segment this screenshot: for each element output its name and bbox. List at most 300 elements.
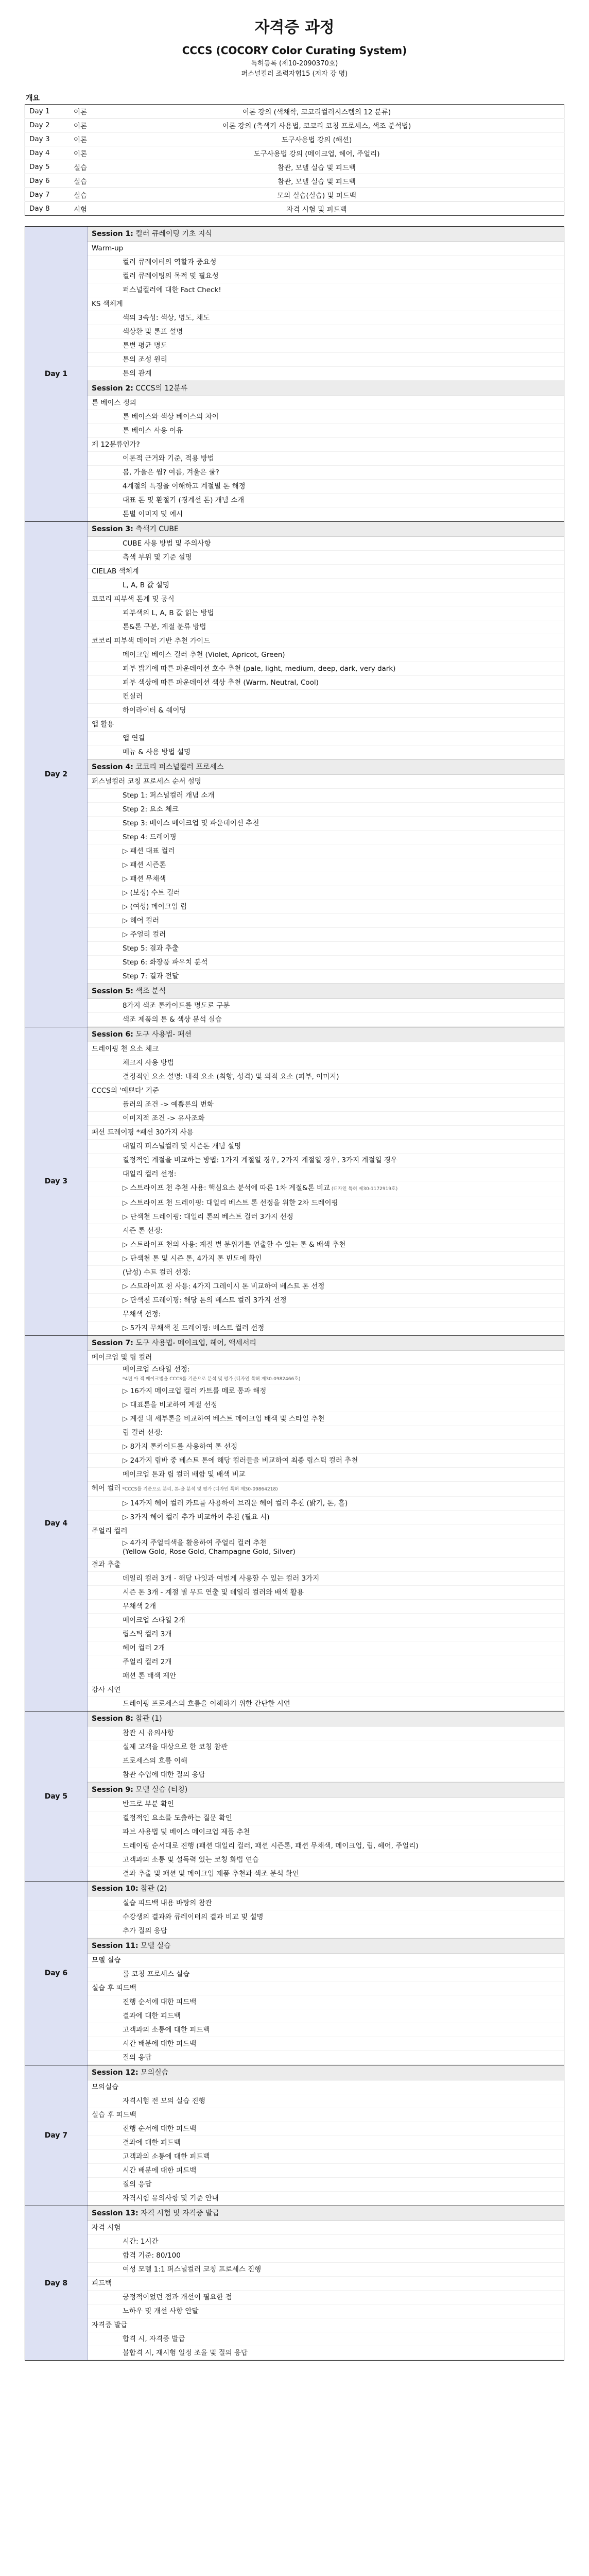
overview-title: 이론 강의 (색채학, 코코리컬러시스템의 12 분류) — [155, 105, 478, 118]
topic-line — [88, 1558, 564, 1572]
detail-line — [88, 2178, 564, 2192]
session-header — [88, 1336, 564, 1351]
detail-line — [88, 2249, 564, 2263]
detail-line — [88, 2051, 564, 2065]
line-text: 대일리 퍼스널컬러 및 시즌톤 개념 설명 — [123, 1142, 241, 1150]
detail-line — [88, 2122, 564, 2136]
session-number: Session 9: — [92, 1786, 133, 1794]
line-text: 톤 베이스 정의 — [92, 399, 136, 407]
line-text: CIELAB 색체계 — [92, 567, 139, 575]
topic-line — [88, 2318, 564, 2332]
detail-line — [88, 2192, 564, 2206]
line-text: 메이크업 스타일 2개 — [123, 1616, 185, 1624]
overview-table — [25, 104, 564, 216]
detail-line — [88, 283, 564, 297]
line-text: 결정적인 요소 설명: 내적 요소 (최향, 성격) 및 외적 요소 (피부, 이미지) — [123, 1073, 339, 1081]
detail-line — [88, 676, 564, 690]
overview-row — [25, 146, 564, 160]
day-block — [25, 1882, 564, 2065]
line-text: 대표 톤 및 환절기 (경계선 톤) 개념 소개 — [123, 496, 245, 504]
session-title: 컬러 큐레이팅 기초 지식 — [135, 230, 212, 238]
overview-spacer — [478, 160, 564, 174]
detail-line — [88, 1238, 564, 1252]
line-text: Step 7: 결과 전달 — [123, 972, 179, 980]
topic-line — [88, 2277, 564, 2291]
detail-line — [88, 1768, 564, 1782]
detail-line — [88, 872, 564, 886]
topic-line — [88, 634, 564, 648]
line-text: KS 색체계 — [92, 300, 123, 308]
line-text: ▷ 8가지 톤카이드를 사용하여 톤 선정 — [123, 1443, 238, 1451]
session-header — [88, 1711, 564, 1726]
line-text: 고객과의 소통에 대한 피드백 — [123, 2026, 210, 2034]
detail-line — [88, 1697, 564, 1711]
detail-line — [88, 353, 564, 367]
detail-line — [88, 1798, 564, 1811]
line-text: 메이크업 스타일 선정: — [123, 1365, 190, 1374]
line-text: 드레이핑 천 요소 체크 — [92, 1045, 159, 1053]
session-number: Session 10: — [92, 1885, 138, 1893]
line-text: ▷ 패션 대표 컬러 — [123, 847, 175, 855]
overview-title: 참관, 모델 실습 및 피드백 — [155, 160, 478, 174]
session-number: Session 11: — [92, 1942, 138, 1950]
detail-line — [88, 704, 564, 718]
detail-line — [88, 1910, 564, 1924]
detail-line — [88, 325, 564, 339]
detail-line — [88, 2037, 564, 2051]
line-text: 패션 드레이핑 *패션 30가지 사용 — [92, 1128, 194, 1137]
line-text: ▷ 패션 시즌톤 — [123, 861, 166, 869]
session-title: CCCS의 12분류 — [135, 384, 188, 393]
detail-line — [88, 1839, 564, 1853]
line-text: 여성 모델 1:1 퍼스널컬러 코칭 프로세스 진행 — [123, 2265, 262, 2274]
overview-title: 도구사용법 강의 (해션) — [155, 132, 478, 146]
line-text: 톤의 조성 원리 — [123, 355, 167, 364]
detail-line — [88, 2304, 564, 2318]
line-text: 모의실습 — [92, 2083, 119, 2091]
day-content — [88, 522, 564, 1027]
session-header — [88, 984, 564, 999]
line-text: Step 4: 드레이핑 — [123, 833, 177, 841]
line-text: 드레이핑 순서대로 진행 (패션 대일리 컬러, 패션 시즌톤, 패션 무채색, 메이크업, 립, 헤어, 주얼리) — [123, 1842, 419, 1850]
detail-line — [88, 1252, 564, 1266]
detail-line — [88, 1440, 564, 1454]
day-label: Day 6 — [25, 1882, 88, 2065]
overview-row — [25, 105, 564, 118]
day-content — [88, 1882, 564, 2065]
overview-row — [25, 202, 564, 216]
line-text: 컬러 큐레이팅의 목적 및 필요성 — [123, 272, 219, 280]
detail-line — [88, 732, 564, 745]
topic-line — [88, 2108, 564, 2122]
line-text: 체크지 사용 방법 — [123, 1059, 174, 1067]
detail-line — [88, 2094, 564, 2108]
overview-row — [25, 188, 564, 202]
topic-line — [88, 1351, 564, 1365]
line-text: Step 1: 퍼스널컬러 개념 소개 — [123, 791, 215, 800]
session-title: 참관 (1) — [135, 1715, 162, 1723]
line-text: 결정적인 계절을 비교하는 방법: 1가지 계절일 경우, 2가지 계절일 경우, 3가지 계절일 경우 — [123, 1156, 397, 1164]
overview-row — [25, 118, 564, 132]
overview-day: Day 4 — [25, 146, 70, 160]
line-text: L, A, B 값 설명 — [123, 581, 169, 589]
overview-day: Day 8 — [29, 205, 50, 213]
detail-line — [88, 1181, 564, 1196]
line-text: ▷ 스트라이프 천 사용: 4가지 그레이시 톤 비교하여 베스트 톤 선정 — [123, 1282, 325, 1291]
detail-line — [88, 1754, 564, 1768]
detail-line — [88, 1224, 564, 1238]
line-text: 퍼스널컬러에 대한 Fact Check! — [123, 286, 221, 294]
line-note: (디자인 특허 제30-1172919호) — [330, 1187, 398, 1192]
line-text: 코코리 피부색 데이터 기반 추천 가이드 — [92, 637, 211, 645]
session-header — [88, 2065, 564, 2080]
detail-line — [88, 2150, 564, 2164]
detail-line — [88, 662, 564, 676]
detail-line — [88, 1070, 564, 1084]
line-text: 강사 시연 — [92, 1686, 121, 1694]
detail-line — [88, 256, 564, 269]
overview-title: 도구사용법 강의 (메이크업, 헤어, 주얼리) — [155, 146, 478, 160]
detail-line — [88, 914, 564, 928]
overview-label: 개요 — [26, 94, 40, 103]
detail-line — [88, 452, 564, 466]
line-text: 톤별 이미지 및 예시 — [123, 510, 183, 518]
overview-row — [25, 160, 564, 174]
detail-line — [88, 1628, 564, 1641]
detail-line — [88, 1266, 564, 1280]
detail-line — [88, 1924, 564, 1938]
day-label: Day 2 — [25, 522, 88, 1027]
session-header — [88, 381, 564, 396]
line-text: 색조 제품의 톤 & 색상 분석 실습 — [123, 1015, 222, 1024]
author-line: 퍼스널컬러 조력자협15 (저자 강 명) — [241, 70, 348, 78]
line-text: 톤별 평균 명도 — [123, 342, 167, 350]
line-text: 피부색의 L, A, B 값 읽는 방법 — [123, 609, 214, 617]
detail-line — [88, 2263, 564, 2277]
line-text: 헤어 컬러 — [92, 1484, 121, 1493]
detail-line — [88, 1614, 564, 1628]
topic-line — [88, 438, 564, 452]
session-number: Session 4: — [92, 763, 133, 771]
session-title: 모델 실습 (티칭) — [135, 1786, 188, 1794]
overview-day: Day 6 — [25, 174, 70, 188]
day-label: Day 8 — [25, 2206, 88, 2360]
detail-line — [88, 1726, 564, 1740]
line-text: 무채색 2개 — [123, 1602, 157, 1611]
line-text: 결과에 대한 피드백 — [123, 2139, 181, 2147]
detail-line — [88, 1600, 564, 1614]
detail-line — [88, 970, 564, 984]
line-text: Step 3: 베이스 메이크업 및 파운데이션 추천 — [123, 819, 259, 827]
line-text: 헤어 컬러 2개 — [123, 1644, 165, 1652]
detail-line — [88, 831, 564, 844]
line-text: 참관 수업에 대한 질의 응답 — [123, 1771, 205, 1779]
detail-line — [88, 480, 564, 494]
line-text: 노하우 및 개선 사항 안달 — [123, 2307, 199, 2315]
line-text: ▷ 4가지 주얼리색을 활용하여 주얼리 컬러 추천 — [123, 1539, 267, 1547]
overview-type: 이론 — [70, 132, 155, 146]
overview-spacer — [478, 188, 564, 202]
session-header — [88, 1782, 564, 1798]
topic-line — [88, 718, 564, 732]
line-text: 대일리 컬러 선정: — [123, 1170, 177, 1178]
overview-type: 실습 — [70, 174, 155, 188]
overview-spacer — [478, 132, 564, 146]
session-title: 색조 분석 — [135, 987, 166, 995]
detail-line — [88, 1740, 564, 1754]
session-header — [88, 1938, 564, 1954]
overview-row — [25, 132, 564, 146]
line-text: CUBE 사용 방법 및 주의사항 — [123, 539, 211, 548]
session-header — [88, 522, 564, 537]
detail-line — [88, 620, 564, 634]
overview-type: 이론 — [70, 118, 155, 132]
session-title: 도구 사용법- 패션 — [135, 1030, 192, 1039]
line-text: 질의 응답 — [123, 2180, 152, 2189]
day-label: Day 1 — [25, 227, 88, 521]
session-header — [88, 1027, 564, 1042]
overview-title: 모의 실습(실습) 및 피드백 — [155, 188, 478, 202]
day-label: Day 4 — [25, 1336, 88, 1711]
day-block — [25, 522, 564, 1027]
overview-type: 실습 — [70, 188, 155, 202]
line-text: 실습 피드백 내용 바탕의 참관 — [123, 1899, 212, 1907]
line-text: 시간 배분에 대한 피드백 — [123, 2040, 197, 2048]
curriculum-days — [25, 226, 564, 2361]
detail-line — [88, 2291, 564, 2304]
line-text: 컨실러 — [123, 692, 143, 701]
session-number: Session 13: — [92, 2209, 138, 2217]
overview-title: 이론 강의 (측색기 사용법, 코코리 코칭 프로세스, 색조 분석법) — [155, 118, 478, 132]
session-number: Session 3: — [92, 525, 133, 533]
detail-line — [88, 339, 564, 353]
session-number: Session 2: — [92, 384, 133, 393]
detail-line — [88, 1154, 564, 1167]
line-text: 메뉴 & 사용 방법 설명 — [123, 748, 191, 756]
line-text: 봄, 가을은 웜? 여름, 겨울은 쿨? — [123, 468, 219, 477]
detail-line — [88, 2164, 564, 2178]
session-title: 코코리 퍼스널컬러 프로세스 — [135, 763, 224, 771]
line-text: Step 6: 화장품 파우치 분석 — [123, 958, 208, 967]
line-text: 앱 활용 — [92, 720, 114, 728]
detail-line — [88, 1098, 564, 1112]
detail-line — [88, 579, 564, 592]
topic-line — [88, 2221, 564, 2235]
line-text: 진행 순서에 대한 피드백 — [123, 2125, 197, 2133]
line-text: 고객과의 소통에 대한 피드백 — [123, 2153, 210, 2161]
line-text: 앱 연결 — [123, 734, 145, 742]
session-number: Session 6: — [92, 1030, 133, 1039]
session-header — [88, 2206, 564, 2221]
detail-line — [88, 886, 564, 900]
day-content — [88, 1027, 564, 1335]
session-title: 모델 실습 — [141, 1942, 171, 1950]
line-text: ▷ 스트라이프 천 추천 사용: 핵심요소 분석에 따른 1차 계절&톤 비교 — [123, 1184, 330, 1192]
session-header — [88, 759, 564, 775]
overview-title: 참관, 모델 실습 및 피드백 — [155, 174, 478, 188]
line-text: 실습 후 피드백 — [92, 2111, 136, 2119]
line-text: 시간 배분에 대한 피드백 — [123, 2166, 197, 2175]
line-text: 결과에 대한 피드백 — [123, 2012, 181, 2020]
session-number: Session 1: — [92, 230, 133, 238]
line-text: 롤 코칭 프로세스 실습 — [123, 1970, 190, 1978]
line-text: 무채색 선정: — [123, 1310, 161, 1318]
line-text: ▷ 24가지 립바 중 베스트 톤에 해당 컬러들을 비교하여 최종 립스틱 컬러 추천 — [123, 1456, 358, 1465]
overview-day: Day 3 — [25, 132, 70, 146]
detail-line — [88, 1412, 564, 1426]
line-text: 톤 베이스 사용 이유 — [123, 427, 183, 435]
topic-line — [88, 2080, 564, 2094]
line-text: ▷ 패션 무채색 — [123, 875, 166, 883]
line-text: 톤 베이스와 색상 베이스의 차이 — [123, 413, 219, 421]
topic-line — [88, 1126, 564, 1140]
line-text: 4계절의 특징을 이해하고 계절별 톤 해정 — [123, 482, 246, 490]
detail-line — [88, 606, 564, 620]
line-text: ▷ 주얼리 컬러 — [123, 930, 166, 939]
detail-line — [88, 999, 564, 1013]
line-text: 톤의 관계 — [123, 369, 152, 378]
session-title: 측색기 CUBE — [135, 525, 179, 533]
line-text: 플러의 조건 -> 예쁨론의 변화 — [123, 1100, 214, 1109]
overview-spacer — [478, 146, 564, 160]
day-block — [25, 1027, 564, 1336]
detail-line — [88, 817, 564, 831]
line-text: 컬러 큐레이터의 역할과 중요성 — [123, 258, 217, 266]
line-note: *CCCS를 기준으로 분리, 톤-을 분석 및 평가 (디자인 특허 제30-09864218) — [120, 1487, 278, 1492]
line-text: ▷ 5가지 무채색 천 드레이핑: 베스트 컬러 선정 — [123, 1324, 265, 1332]
topic-line — [88, 1524, 564, 1538]
detail-line — [88, 551, 564, 565]
day-content — [88, 1711, 564, 1881]
detail-line — [88, 2009, 564, 2023]
overview-day: Day 2 — [25, 118, 70, 132]
line-text: 이미지적 조건 -> 유사조화 — [123, 1114, 205, 1123]
detail-line — [88, 803, 564, 817]
overview-spacer — [478, 105, 564, 118]
topic-line — [88, 1042, 564, 1056]
detail-line — [88, 1825, 564, 1839]
line-text: 실제 고객을 대상으로 한 코칭 참관 — [123, 1743, 228, 1751]
page-title: 자격증 과정 — [254, 19, 335, 37]
line-text: ▷ 헤어 컬러 — [123, 917, 160, 925]
detail-line — [88, 537, 564, 551]
day-block — [25, 1336, 564, 1711]
line-text: 자격증 발급 — [92, 2321, 128, 2329]
overview-day: Day 7 — [25, 188, 70, 202]
overview-type: 실습 — [70, 160, 155, 174]
line-text: 피부 색상에 따른 파운데이션 색상 추천 (Warm, Neutral, Cool) — [123, 679, 319, 687]
line-text: 메이크업 톤과 립 컬러 배합 및 배색 비교 — [123, 1470, 246, 1479]
detail-line — [88, 928, 564, 942]
detail-line — [88, 1867, 564, 1881]
line-text-continued: (Yellow Gold, Rose Gold, Champagne Gold, Silver) — [123, 1548, 296, 1556]
detail-line — [88, 1655, 564, 1669]
overview-day: Day 1 — [25, 105, 70, 118]
detail-line — [88, 2332, 564, 2346]
topic-line — [88, 1084, 564, 1098]
line-text: 8가지 색조 톤카이드를 명도로 구분 — [123, 1002, 230, 1010]
line-note: *4편 아 젝 메이크법을 CCCS를 기준으로 분석 및 평가 (디자인 특허 제30-0982466호) — [123, 1377, 301, 1382]
detail-line — [88, 1426, 564, 1440]
line-text: 피부 밝기에 따른 파운데이션 호수 추천 (pale, light, medium, deep, dark, very dark) — [123, 665, 396, 673]
day-block — [25, 2065, 564, 2206]
line-text: ▷ 단색천 톤 및 시즌 톤, 4가지 톤 빈도에 확인 — [123, 1255, 262, 1263]
day-block — [25, 2206, 564, 2360]
detail-line — [88, 1454, 564, 1468]
line-text: Step 2: 요소 체크 — [123, 805, 179, 814]
line-text: 자격 시험 — [92, 2224, 121, 2232]
detail-line — [88, 1896, 564, 1910]
detail-line — [88, 1112, 564, 1126]
session-title: 모의실습 — [141, 2069, 169, 2077]
line-text: 시즌 톤 3개 - 계절 별 무드 연출 및 데일리 컬러와 배색 활용 — [123, 1588, 304, 1597]
line-text: 합격 기준: 80/100 — [123, 2251, 181, 2260]
detail-line — [88, 1995, 564, 2009]
detail-line — [88, 2023, 564, 2037]
session-number: Session 8: — [92, 1715, 133, 1723]
line-text: 고객과의 소통 및 설득력 있는 코칭 화법 연습 — [123, 1856, 259, 1864]
detail-line — [88, 1196, 564, 1210]
detail-line — [88, 507, 564, 521]
detail-line — [88, 1280, 564, 1294]
line-text: ▷ 스트라이프 천의 사용: 계절 별 분위기를 연출할 수 있는 톤 & 배색 추천 — [123, 1241, 346, 1249]
detail-line — [88, 1398, 564, 1412]
page-subtitle: CCCS (COCORY Color Curating System) — [182, 44, 407, 57]
day-label: Day 3 — [25, 1027, 88, 1335]
line-text: 결과 추출 — [92, 1561, 121, 1569]
session-title: 도구 사용법- 메이크업, 헤어, 액세서리 — [135, 1339, 256, 1347]
line-text: 불합격 시, 재시험 일정 조율 및 질의 응답 — [123, 2349, 248, 2357]
detail-line — [88, 1308, 564, 1321]
line-text: 톤&톤 구분, 계절 분류 방법 — [123, 623, 206, 631]
line-text: 자격시험 전 모의 실습 진행 — [123, 2097, 205, 2105]
detail-line — [88, 494, 564, 507]
detail-line — [88, 1056, 564, 1070]
line-text: 주얼리 컬러 2개 — [123, 1658, 172, 1666]
overview-row — [25, 174, 564, 188]
overview-type: 이론 — [70, 146, 155, 160]
line-text: 피드백 — [92, 2279, 112, 2287]
detail-line — [88, 1365, 564, 1384]
overview-title: 자격 시험 및 피드백 — [286, 206, 347, 214]
topic-line — [88, 297, 564, 311]
detail-line — [88, 1853, 564, 1867]
line-text: ▷ 16가지 메이크업 컬러 카트를 메로 통과 해정 — [123, 1387, 267, 1395]
detail-line — [88, 466, 564, 480]
line-text: 코코리 피부색 톤계 및 공식 — [92, 595, 175, 603]
line-text: ▷ 단색천 드레이핑: 해당 톤의 베스트 컬러 3가지 선정 — [123, 1296, 287, 1304]
line-text: 립스틱 컬러 3개 — [123, 1630, 172, 1638]
topic-line — [88, 396, 564, 410]
line-text: ▷ (여성) 메이크업 립 — [123, 903, 187, 911]
line-text: 패션 톤 배색 제안 — [123, 1672, 177, 1680]
line-text: 프로세스의 흐름 이해 — [123, 1757, 187, 1765]
detail-line — [88, 269, 564, 283]
line-text: Step 5: 결과 추출 — [123, 944, 179, 953]
line-text: 시간: 1시간 — [123, 2238, 159, 2246]
detail-line — [88, 1641, 564, 1655]
topic-line — [88, 565, 564, 579]
detail-line — [88, 1811, 564, 1825]
line-text: 메이크업 및 립 컬러 — [92, 1353, 152, 1362]
line-text: (남성) 수트 컬러 선정: — [123, 1268, 191, 1277]
topic-line — [88, 242, 564, 256]
topic-line — [88, 1482, 564, 1497]
line-text: 파브 사용법 및 베이스 메이크업 제품 추천 — [123, 1828, 250, 1836]
detail-line — [88, 942, 564, 956]
detail-line — [88, 424, 564, 438]
line-text: 수강생의 결과와 큐레이터의 결과 비교 및 설명 — [123, 1913, 264, 1921]
